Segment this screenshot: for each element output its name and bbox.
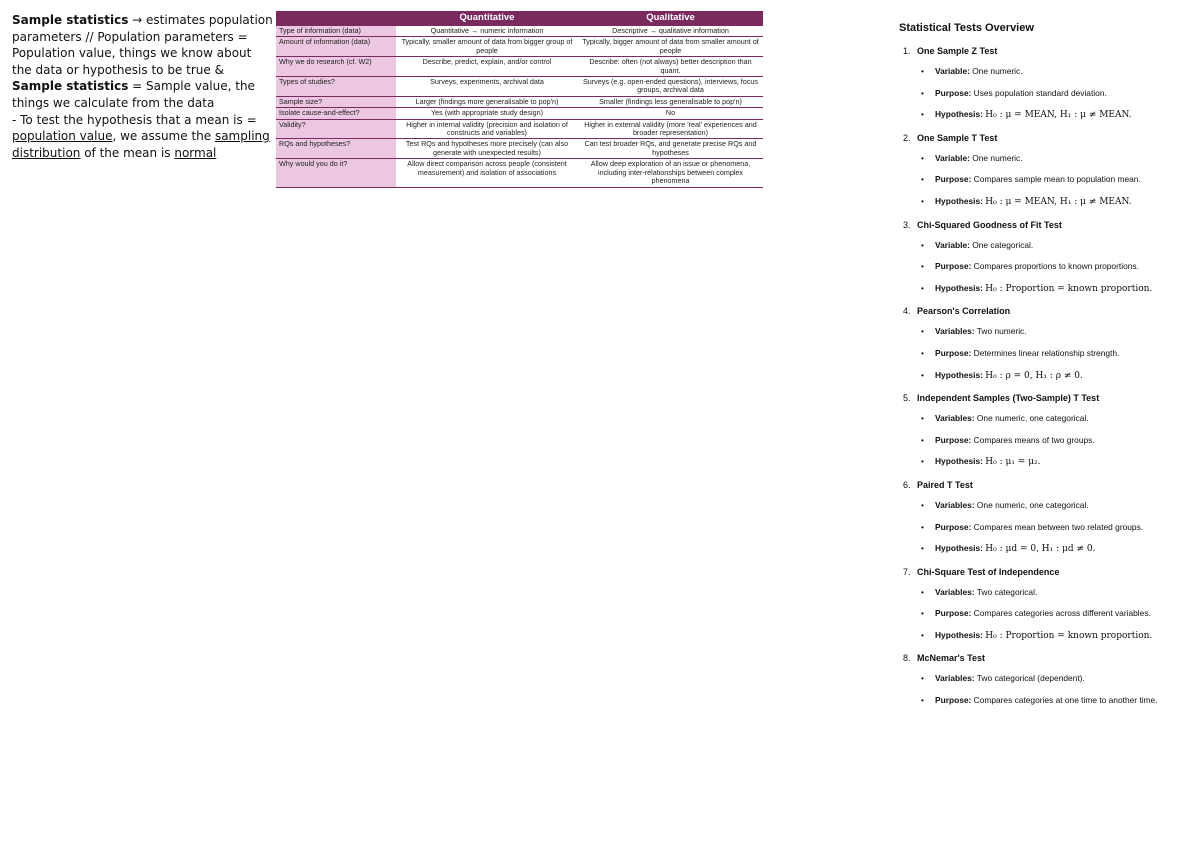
test-bullet	[899, 235, 1194, 257]
test-name: McNemar's Test	[917, 653, 986, 664]
bullet-label: Variables:	[935, 499, 975, 510]
test-title	[903, 304, 1194, 319]
bullet-text: Two numeric.	[976, 326, 1027, 337]
test-name: Independent Samples (Two-Sample) T Test	[917, 393, 1100, 404]
test-bullet	[899, 517, 1194, 539]
test-bullet	[899, 365, 1194, 387]
row-label: Validity?	[276, 119, 396, 139]
bullet-label: Hypothesis:	[935, 629, 983, 640]
bullet-label: Variables:	[935, 326, 975, 337]
notes-bold-1: Sample statistics	[12, 13, 129, 27]
test-item	[899, 478, 1194, 560]
quantitative-cell: Typically, smaller amount of data from bigger group of people	[396, 37, 578, 57]
bullet-dot-icon: •	[921, 174, 924, 185]
qualitative-cell: Smaller (findings less generalisable to pop'n)	[578, 96, 763, 107]
test-number: 1.	[903, 46, 911, 56]
table-row	[276, 96, 763, 107]
table-row	[276, 159, 763, 187]
table-row	[276, 119, 763, 139]
test-number: 4.	[903, 306, 911, 317]
test-bullet	[899, 169, 1194, 191]
qualitative-cell: Can test broader RQs, and generate precise RQs and hypotheses	[578, 139, 763, 159]
comparison-table	[276, 11, 763, 188]
test-bullet	[899, 668, 1194, 690]
test-bullet	[899, 408, 1194, 430]
notes-text-1: → estimates population parameters // Population parameters = Population value, things we know about the data or hypothesis to be true &	[12, 13, 273, 77]
bullet-text: One numeric, one categorical.	[976, 499, 1089, 510]
tests-overview	[899, 22, 1194, 712]
bullet-label: Purpose:	[935, 521, 972, 532]
bullet-math: H₀ : μ = MEAN, H₁ : μ ≠ MEAN.	[985, 196, 1132, 207]
header-quantitative: Quantitative	[396, 11, 578, 26]
bullet-text: One numeric, one categorical.	[976, 413, 1089, 424]
notes-underline-2: sampling distribution	[12, 129, 270, 160]
bullet-text: Compares sample mean to population mean.	[973, 174, 1141, 185]
bullet-text: Two categorical.	[976, 586, 1038, 597]
bullet-dot-icon: •	[921, 456, 924, 467]
bullet-dot-icon: •	[921, 434, 924, 445]
row-label: Sample size?	[276, 96, 396, 107]
bullet-math: H₀ : μ = MEAN, H₁ : μ ≠ MEAN.	[985, 110, 1132, 121]
test-bullet	[899, 148, 1194, 170]
bullet-text: Compares means of two groups.	[973, 434, 1095, 445]
bullet-dot-icon: •	[921, 673, 924, 684]
test-number: 7.	[903, 566, 911, 577]
test-title	[903, 651, 1194, 666]
test-bullet	[899, 83, 1194, 105]
test-number: 6.	[903, 479, 911, 490]
bullet-text: One categorical.	[972, 239, 1034, 250]
quantitative-cell: Test RQs and hypotheses more precisely (can also generate with unexpected results)	[396, 139, 578, 159]
test-bullet	[899, 538, 1194, 560]
bullet-dot-icon: •	[921, 66, 924, 76]
table-row	[276, 108, 763, 119]
test-name: Paired T Test	[917, 479, 973, 490]
tests-list	[899, 44, 1194, 712]
table-row	[276, 37, 763, 57]
bullet-dot-icon: •	[921, 347, 924, 358]
notes-underline-3: normal	[174, 145, 217, 160]
bullet-text: Determines linear relationship strength.	[973, 347, 1120, 358]
test-bullet	[899, 191, 1194, 213]
test-number: 8.	[903, 653, 911, 664]
test-bullet	[899, 104, 1194, 126]
test-bullet	[899, 603, 1194, 625]
test-item	[899, 651, 1194, 711]
qualitative-cell: No	[578, 108, 763, 119]
test-bullet	[899, 430, 1194, 452]
quantitative-cell: Yes (with appropriate study design)	[396, 108, 578, 119]
notes-text-4: , we assume the	[112, 129, 215, 144]
header-blank	[276, 11, 396, 26]
bullet-dot-icon: •	[921, 326, 924, 337]
bullet-dot-icon: •	[921, 195, 924, 206]
bullet-label: Purpose:	[935, 347, 972, 358]
bullet-label: Purpose:	[935, 434, 972, 445]
bullet-label: Purpose:	[935, 261, 972, 272]
row-label: Amount of information (data)	[276, 37, 396, 57]
test-item	[899, 218, 1194, 300]
bullet-label: Hypothesis:	[935, 369, 983, 380]
notes-text-2: = Sample value, the things we calculate from the data	[12, 79, 255, 110]
bullet-label: Purpose:	[935, 608, 972, 619]
test-name: One Sample Z Test	[917, 46, 998, 56]
bullet-text: Compares mean between two related groups.	[973, 521, 1144, 532]
bullet-dot-icon: •	[921, 608, 924, 619]
test-name: Pearson's Correlation	[917, 306, 1011, 317]
bullet-dot-icon: •	[921, 109, 924, 120]
bullet-dot-icon: •	[921, 239, 924, 250]
bullet-dot-icon: •	[921, 586, 924, 597]
test-bullet	[899, 256, 1194, 278]
table-row	[276, 77, 763, 97]
quantitative-cell: Quantitative → numeric information	[396, 26, 578, 37]
table-row	[276, 139, 763, 159]
bullet-dot-icon: •	[921, 87, 924, 98]
bullet-dot-icon: •	[921, 695, 924, 706]
bullet-math: H₀ : Proportion = known proportion.	[985, 630, 1153, 641]
bullet-label: Variables:	[935, 586, 975, 597]
test-number: 3.	[903, 219, 911, 230]
bullet-label: Variable:	[935, 239, 970, 250]
bullet-text: One numeric.	[972, 66, 1023, 76]
bullet-text: One numeric.	[972, 152, 1023, 163]
row-label: RQs and hypotheses?	[276, 139, 396, 159]
test-number: 2.	[903, 132, 911, 143]
test-title	[903, 478, 1194, 493]
notes-bold-2: Sample statistics	[12, 79, 129, 94]
table-row	[276, 26, 763, 37]
bullet-label: Hypothesis:	[935, 543, 983, 554]
test-number: 5.	[903, 393, 911, 404]
bullet-label: Variables:	[935, 413, 975, 424]
test-title	[903, 391, 1194, 406]
bullet-dot-icon: •	[921, 521, 924, 532]
test-name: One Sample T Test	[917, 132, 998, 143]
bullet-dot-icon: •	[921, 152, 924, 163]
test-name: Chi-Squared Goodness of Fit Test	[917, 219, 1062, 230]
bullet-math: H₀ : μd = 0, H₁ : μd ≠ 0.	[985, 544, 1096, 555]
test-bullet	[899, 582, 1194, 604]
test-bullet	[899, 343, 1194, 365]
bullet-label: Purpose:	[935, 695, 972, 706]
header-qualitative: Qualitative	[578, 11, 763, 26]
quantitative-cell: Higher in internal validity (precision and isolation of constructs and variables)	[396, 119, 578, 139]
test-item	[899, 44, 1194, 126]
test-title	[903, 218, 1194, 233]
test-bullet	[899, 625, 1194, 647]
bullet-label: Hypothesis:	[935, 282, 983, 293]
row-label: Why we do research (cf. W2)	[276, 57, 396, 77]
test-item	[899, 131, 1194, 213]
test-bullet	[899, 61, 1194, 83]
qualitative-cell: Typically, bigger amount of data from smaller amount of people	[578, 37, 763, 57]
bullet-math: H₀ : Proportion = known proportion.	[985, 283, 1153, 294]
test-bullet	[899, 321, 1194, 343]
qualitative-cell: Describe: often (not always) better description than quant.	[578, 57, 763, 77]
row-label: Why would you do it?	[276, 159, 396, 187]
bullet-text: Compares proportions to known proportions.	[973, 261, 1139, 272]
bullet-dot-icon: •	[921, 413, 924, 424]
test-title	[903, 565, 1194, 580]
bullet-label: Hypothesis:	[935, 109, 983, 120]
notes-underline-1: population value	[12, 129, 113, 144]
bullet-text: Uses population standard deviation.	[973, 87, 1107, 98]
bullet-label: Purpose:	[935, 174, 972, 185]
qualitative-cell: Descriptive → qualitative information	[578, 26, 763, 37]
test-bullet	[899, 495, 1194, 517]
test-item	[899, 565, 1194, 647]
test-bullet	[899, 451, 1194, 473]
bullet-label: Variables:	[935, 673, 975, 684]
quantitative-cell: Larger (findings more generalisable to pop'n)	[396, 96, 578, 107]
test-bullet	[899, 278, 1194, 300]
bullet-dot-icon: •	[921, 369, 924, 380]
test-bullet	[899, 690, 1194, 712]
test-title	[903, 131, 1194, 146]
bullet-dot-icon: •	[921, 499, 924, 510]
bullet-dot-icon: •	[921, 282, 924, 293]
bullet-label: Purpose:	[935, 87, 972, 98]
bullet-text: Two categorical (dependent).	[976, 673, 1085, 684]
qualitative-cell: Allow deep exploration of an issue or phenomena, including inter-relationships between complex phenomena	[578, 159, 763, 187]
table-row	[276, 57, 763, 77]
bullet-label: Variable:	[935, 66, 970, 76]
bullet-dot-icon: •	[921, 629, 924, 640]
quantitative-cell: Allow direct comparison across people (consistent measurement) and isolation of associations	[396, 159, 578, 187]
quantitative-cell: Describe, predict, explain, and/or control	[396, 57, 578, 77]
bullet-label: Hypothesis:	[935, 195, 983, 206]
notes-paragraph	[12, 12, 274, 161]
notes-text-5: of the mean is	[80, 145, 175, 160]
notes-text-3: - To test the hypothesis that a mean is =	[12, 112, 257, 127]
row-label: Types of studies?	[276, 77, 396, 97]
quantitative-cell: Surveys, experiments, archival data	[396, 77, 578, 97]
bullet-text: Compares categories at one time to another time.	[973, 695, 1158, 706]
row-label: Isolate cause-and-effect?	[276, 108, 396, 119]
table-header-row	[276, 11, 763, 26]
test-name: Chi-Square Test of Independence	[917, 566, 1060, 577]
test-item	[899, 304, 1194, 386]
qualitative-cell: Higher in external validity (more 'real' experiences and broader representation)	[578, 119, 763, 139]
bullet-label: Hypothesis:	[935, 456, 983, 467]
bullet-math: H₀ : μ₁ = μ₂.	[985, 457, 1041, 468]
test-title	[903, 44, 1194, 59]
overview-title: Statistical Tests Overview	[899, 22, 1034, 34]
test-item	[899, 391, 1194, 473]
row-label: Type of information (data)	[276, 26, 396, 37]
bullet-math: H₀ : ρ = 0, H₁ : ρ ≠ 0.	[985, 370, 1083, 381]
bullet-dot-icon: •	[921, 261, 924, 272]
qualitative-cell: Surveys (e.g. open-ended questions), interviews, focus groups, archival data	[578, 77, 763, 97]
bullet-label: Variable:	[935, 152, 970, 163]
bullet-text: Compares categories across different variables.	[973, 608, 1151, 619]
bullet-dot-icon: •	[921, 543, 924, 554]
